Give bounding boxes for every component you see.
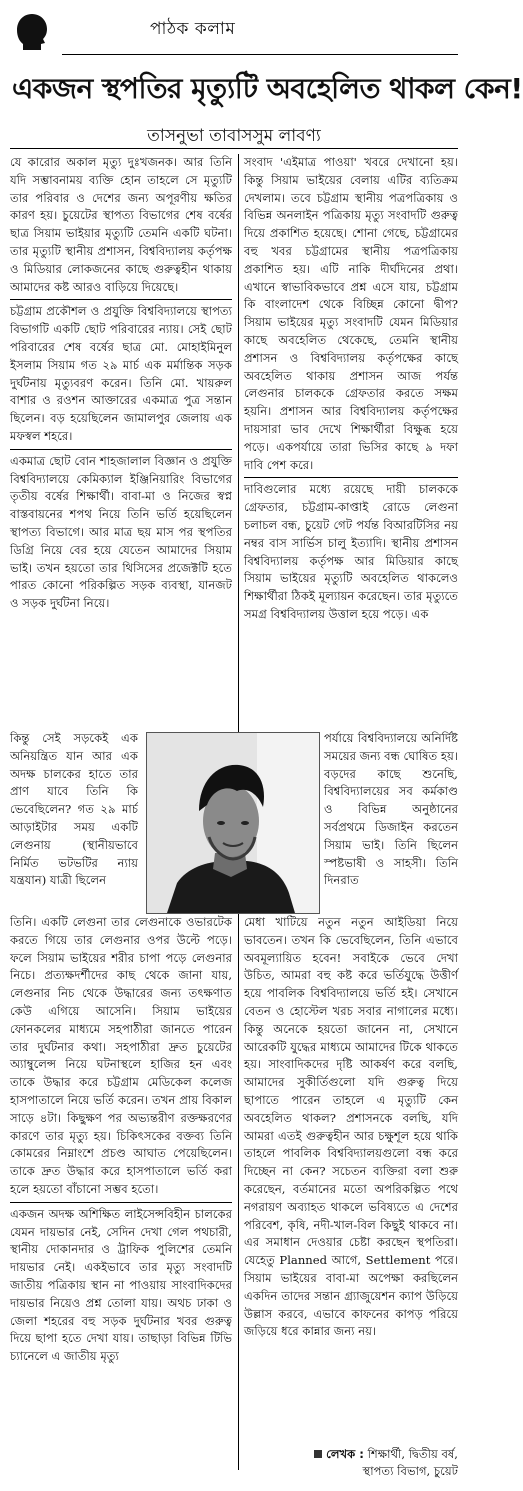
- article-headline: একজন স্থপতির মৃত্যুটি অবহেলিত থাকল কেন!: [12, 72, 523, 105]
- right-column: [244, 154, 458, 730]
- author-note: [250, 1446, 458, 1480]
- byline-rule: [10, 148, 458, 149]
- left-paragraph-5: একজন অদক্ষ অশিক্ষিত লাইসেন্সবিহীন চালকের যেমন দায়ভার নেই, সেদিন দেখা গেল পথচারী, স্থানীয় দোকানদার ও ট্রাফিক পুলিশের তেমনি দায়ভার নেই। একইভাবে তার মৃত্যু সংবাদটি জাতীয় পত্রিকায় স্থান না পাওয়ায় সাংবাদিকদের দায়ভার নিয়েও প্রশ্ন তোলা যায়। অথচ ঢাকা ও জেলা শহরের বহু সড়ক দুর্ঘটনার খবর গুরুত্ব দিয়ে ছাপা হতে দেখা যায়। তাছাড়া বিভিন্ন টিভি চ্যানেলে এ জাতীয় মৃত্যু: [10, 1206, 232, 1364]
- left-paragraph-1: যে কারোর অকাল মৃত্যু দুঃখজনক। আর তিনি যদি সম্ভাবনাময় ব্যক্তি হোন তাহলে সে মৃত্যুটি তার পরিবার ও দেশের জন্য অপূরণীয় ক্ষতির কারণ হয়। চুয়েটের স্থাপত্য বিভাগের শেষ বর্ষের ছাত্র সিয়াম ভাইয়ার মৃত্যুটি তেমনি একটি ঘটনা। তার মৃত্যুটি স্থানীয় প্রশাসন, বিশ্ববিদ্যালয় কর্তৃপক্ষ ও মিডিয়ার লোকজনের কাছে গুরুত্বহীন থাকায় আমাদের কষ্ট আরও বাড়িয়ে দিয়েছে।: [10, 155, 232, 294]
- left-wrap-text: [10, 730, 138, 913]
- author-line-1: শিক্ষার্থী, দ্বিতীয় বর্ষ,: [367, 1447, 458, 1461]
- right-paragraph-2: দাবিগুলোর মধ্যে রয়েছে দায়ী চালককে গ্রেফতার, চট্টগ্রাম-কাপ্তাই রোডে লেগুনা চলাচল বন্ধ, চুয়েট গেট পর্যন্ত বিআরটিসির নয় নম্বর বাস সার্ভিস চালু ইত্যাদি। স্থানীয় প্রশাসন বিশ্ববিদ্যালয় কর্তৃপক্ষ আর মিডিয়ার কাছে সিয়াম ভাইয়ের মৃত্যুটি অবহেলিত থাকলেও শিক্ষার্থীরা ঠিকই মূল্যায়ন করেছেন। তার মৃত্যুতে সমগ্র বিশ্ববিদ্যালয় উত্তাল হয়ে পড়ে। এক: [244, 482, 458, 621]
- reader-head-silhouette-icon: [10, 10, 54, 54]
- paragraph-rule: [10, 449, 232, 450]
- left-paragraph-2: চট্টগ্রাম প্রকৌশল ও প্রযুক্তি বিশ্ববিদ্যালয়ে স্থাপত্য বিভাগটি একটি ছোট পরিবারের ন্যায়। সেই ছোট পরিবারের শেষ বর্ষের ছাত্র মো. মোহাইমিনুল ইসলাম সিয়াম গত ২৯ মার্চ এক মর্মান্তিক সড়ক দুর্ঘটনায় মৃত্যুবরণ করেন। তিনি মো. খায়রুল বাশার ও রওশন আক্তারের একমাত্র পুত্র সন্তান ছিলেন। বড় হয়েছিলেন জামালপুর জেলায় এক মফস্বল শহরে।: [10, 304, 232, 443]
- author-label: লেখক :: [326, 1447, 364, 1461]
- header-rule: [62, 54, 458, 55]
- article-byline: তাসনুভা তাবাসসুম লাবণ্য: [147, 126, 321, 146]
- paragraph-rule: [244, 477, 458, 478]
- right-column-lower: [244, 914, 458, 1444]
- left-paragraph-3: একমাত্র ছোট বোন শাহজালাল বিজ্ঞান ও প্রযুক্তি বিশ্ববিদ্যালয়ে কেমিক্যাল ইঞ্জিনিয়ারিং বিভাগের তৃতীয় বর্ষের শিক্ষার্থী। বাবা-মা ও নিজের স্বপ্ন বাস্তবায়নের শপথ নিয়ে তিনি ভর্তি হয়েছিলেন স্থাপত্য বিভাগে। আর মাত্র ছয় মাস পর স্থপতির ডিগ্রি নিয়ে বের হয়ে যেতেন আমাদের সিয়াম ভাই। তখন হয়তো তার থিসিসের প্রজেক্টটি হতে পারত কোনো পরিকল্পিত সড়ক ব্যবস্থা, যানজট ও সড়ক দুর্ঘটনা নিয়ে।: [10, 453, 232, 611]
- paragraph-rule: [10, 299, 232, 300]
- section-title: পাঠক কলাম: [150, 19, 236, 39]
- paragraph-rule: [10, 1202, 232, 1203]
- author-line-2: স্থাপত্য বিভাগ, চুয়েট: [362, 1464, 458, 1478]
- right-paragraph-3: মেধা খাটিয়ে নতুন নতুন আইডিয়া নিয়ে ভাবতেন। তখন কি ভেবেছিলেন, তিনি এভাবে অবমূল্যায়িত হবেন! সবাইকে ভেবে দেখা উচিত, আমরা বহু কষ্ট করে ভর্তিযুদ্ধে উত্তীর্ণ হয়ে পাবলিক বিশ্ববিদ্যালয়ে ভর্তি হই। সেখানে বেতন ও হোস্টেল খরচ সবার নাগালের মধ্যে। কিন্তু অনেকে হয়তো জানেন না, সেখানে আরেকটি যুদ্ধের মাধ্যমে আমাদের টিকে থাকতে হয়। সাংবাদিকদের দৃষ্টি আকর্ষণ করে বলছি, আমাদের সুকীর্তিগুলো যদি গুরুত্ব দিয়ে ছাপাতে পারেন তাহলে এ মৃত্যুটি কেন অবহেলিত থাকল? প্রশাসনকে বলছি, যদি আমরা এতই গুরুত্বহীন আর চক্ষুশূল হয়ে থাকি তাহলে পাবলিক বিশ্ববিদ্যালয়গুলো বন্ধ করে দিচ্ছেন না কেন? সচেতন ব্যক্তিরা বলা শুরু করেছেন, বর্তমানের মতো অপরিকল্পিত পথে নগরায়ণ অব্যাহত থাকলে ভবিষ্যতে এ দেশের পরিবেশ, কৃষি, নদী-খাল-বিল কিছুই থাকবে না। এর সমাধান দেওয়ার চেষ্টা করছেন স্থপতিরা। যেহেতু Planned আগে, Settlement পরে। সিয়াম ভাইয়ের বাবা-মা অপেক্ষা করছিলেন একদিন তাদের সন্তান গ্র্যাজুয়েশন ক্যাপ উড়িয়ে উল্লাস করবে, এভাবে কাফনের কাপড় পরিয়ে জড়িয়ে ধরে কান্নার জন্য নয়।: [244, 915, 458, 1339]
- author-subject-photo: [146, 732, 320, 914]
- right-wrap-paragraph: পর্যায়ে বিশ্ববিদ্যালয়ে অনির্দিষ্ট সময়ের জন্য বন্ধ ঘোষিত হয়। বড়দের কাছে শুনেছি, বিশ্ববিদ্যালয়ের সব কর্মকাণ্ড ও বিভিন্ন অনুষ্ঠানের সর্বপ্রথমে ডিজাইন করতেন সিয়াম ভাই। তিনি ছিলেন স্পষ্টভাষী ও সাহসী। তিনি দিনরাত: [324, 731, 458, 888]
- left-column-lower: [10, 914, 232, 1470]
- column-header: [0, 0, 468, 62]
- right-paragraph-1: সংবাদ 'এইমাত্র পাওয়া' খবরে দেখানো হয়। কিন্তু সিয়াম ভাইয়ের বেলায় এটির ব্যতিক্রম দেখলাম। তবে চট্টগ্রাম স্থানীয় পত্রপত্রিকায় ও বিভিন্ন অনলাইন পত্রিকায় মৃত্যু সংবাদটি গুরুত্ব দিয়ে প্রকাশিত হয়েছে। শোনা গেছে, চট্টগ্রামের বহু খবর চট্টগ্রামের স্থানীয় পত্রপত্রিকায় প্রকাশিত হয়। এটি নাকি দীর্ঘদিনের প্রথা। এখানে স্বাভাবিকভাবে প্রশ্ন এসে যায়, চট্টগ্রাম কি বাংলাদেশ থেকে বিচ্ছিন্ন কোনো দ্বীপ? সিয়াম ভাইয়ের মৃত্যু সংবাদটি যেমন মিডিয়ার কাছে অবহেলিত থেকেছে, তেমনি স্থানীয় প্রশাসন ও বিশ্ববিদ্যালয় কর্তৃপক্ষের কাছে অবহেলিত থাকায় প্রশাসন আজ পর্যন্ত লেগুনার চালককে গ্রেফতার করতে সক্ষম হয়নি। প্রশাসন আর বিশ্ববিদ্যালয় কর্তৃপক্ষের দায়সারা ভাব দেখে শিক্ষার্থীরা বিক্ষুব্ধ হয়ে পড়ে। একপর্যায়ে তারা ভিসির কাছে ৯ দফা দাবি পেশ করে।: [244, 155, 458, 472]
- left-paragraph-4: তিনি। একটি লেগুনা তার লেগুনাকে ওভারটেক করতে গিয়ে তার লেগুনার ওপর উল্টে পড়ে। ফলে সিয়াম ভাইয়ের শরীর চাপা পড়ে লেগুনার নিচে। প্রত্যক্ষদর্শীদের কাছ থেকে জানা যায়, লেগুনার নিচ থেকে উদ্ধারের জন্য তৎক্ষণাত কেউ এগিয়ে আসেনি। সিয়াম ভাইয়ের ফোনকলের মাধ্যমে সহপাঠীরা জানতে পারেন তার দুর্ঘটনার কথা। সহপাঠীরা দ্রুত চুয়েটের অ্যাম্বুলেন্স নিয়ে ঘটনাস্থলে হাজির হন এবং তাকে উদ্ধার করে চট্টগ্রাম মেডিকেল কলেজ হাসপাতালে নিয়ে ভর্তি করেন। তখন প্রায় বিকাল সাড়ে ৪টা। কিছুক্ষণ পর অভ্যন্তরীণ রক্তক্ষরণের কারণে তার মৃত্যু হয়। চিকিৎসকের বক্তব্য তিনি কোমরের নিম্নাংশে প্রচণ্ড আঘাত পেয়েছিলেন। তাকে দ্রুত উদ্ধার করে হাসপাতালে ভর্তি করা হলে হয়তো বাঁচানো সম্ভব হতো।: [10, 915, 232, 1196]
- right-wrap-text: [324, 730, 458, 913]
- left-wrap-paragraph: কিন্তু সেই সড়কেই এক অনিয়ন্ত্রিত যান আর এক অদক্ষ চালকের হাতে তার প্রাণ যাবে তিনি কি ভেবেছিলেন? গত ২৯ মার্চ আড়াইটার সময় একটি লেগুনায় (স্থানীয়ভাবে নির্মিত ভটভটির ন্যায় যন্ত্রযান) যাত্রী ছিলেন: [10, 731, 138, 888]
- square-bullet-icon: [314, 1450, 322, 1458]
